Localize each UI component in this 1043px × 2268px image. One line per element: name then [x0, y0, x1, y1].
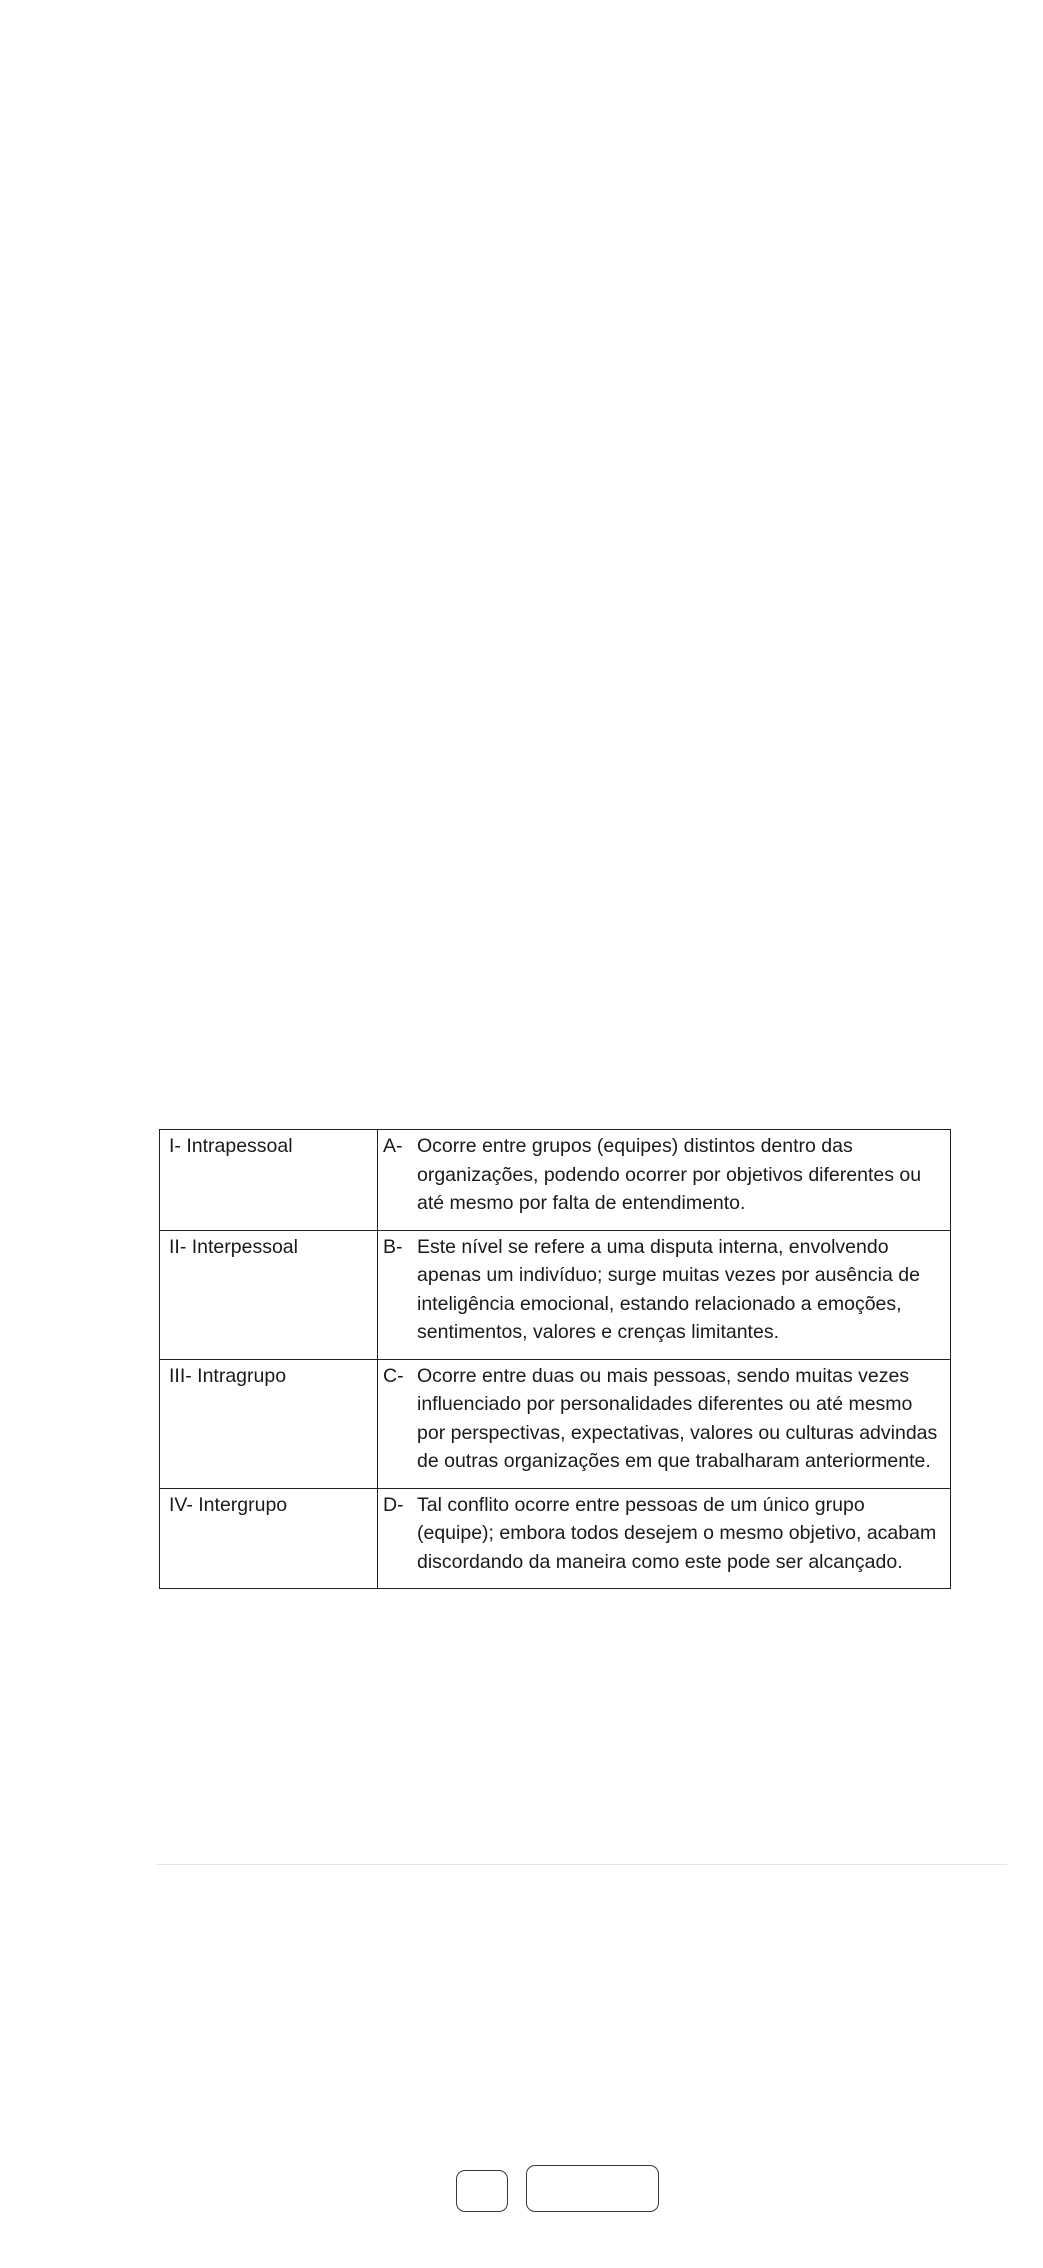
definition-letter: D- [383, 1493, 404, 1516]
level-label: IV- Intergrupo [169, 1493, 288, 1516]
level-cell [160, 1488, 378, 1589]
nav-small-button[interactable] [456, 2170, 508, 2212]
level-cell [160, 1230, 378, 1359]
table-row [160, 1130, 951, 1231]
table-row [160, 1488, 951, 1589]
table-row [160, 1230, 951, 1359]
definition-cell [378, 1488, 951, 1589]
nav-wide-button[interactable] [526, 2165, 659, 2212]
definition-text: Ocorre entre duas ou mais pessoas, sendo muitas vezes influenciado por personalidades diferentes ou até mesmo por perspectivas, expectativas, valores ou culturas advindas de outras organizações em que trabalharam anteriormente. [417, 1364, 938, 1472]
matching-table [159, 1129, 951, 1589]
level-label: I- Intrapessoal [169, 1135, 293, 1157]
level-label: II- Interpessoal [169, 1235, 298, 1258]
level-cell [160, 1130, 378, 1231]
definition-letter: C- [383, 1364, 404, 1387]
definition-letter: B- [383, 1235, 403, 1258]
level-label: III- Intragrupo [169, 1364, 287, 1387]
section-divider [157, 1864, 1007, 1865]
definition-cell [378, 1230, 951, 1359]
definition-letter: A- [383, 1135, 403, 1157]
definition-cell [378, 1359, 951, 1488]
definition-cell [378, 1130, 951, 1231]
definition-text: Este nível se refere a uma disputa interna, envolvendo apenas um indivíduo; surge muitas vezes por ausência de inteligência emocional, estando relacionado a emoções, sentimentos, valores e crenças limitantes. [417, 1235, 920, 1343]
definition-text: Ocorre entre grupos (equipes) distintos dentro das organizações, podendo ocorrer por objetivos diferentes ou até mesmo por falta de entendimento. [417, 1135, 922, 1214]
table-row [160, 1359, 951, 1488]
definition-text: Tal conflito ocorre entre pessoas de um único grupo (equipe); embora todos desejem o mesmo objetivo, acabam discordando da maneira como este pode ser alcançado. [417, 1493, 937, 1573]
level-cell [160, 1359, 378, 1488]
